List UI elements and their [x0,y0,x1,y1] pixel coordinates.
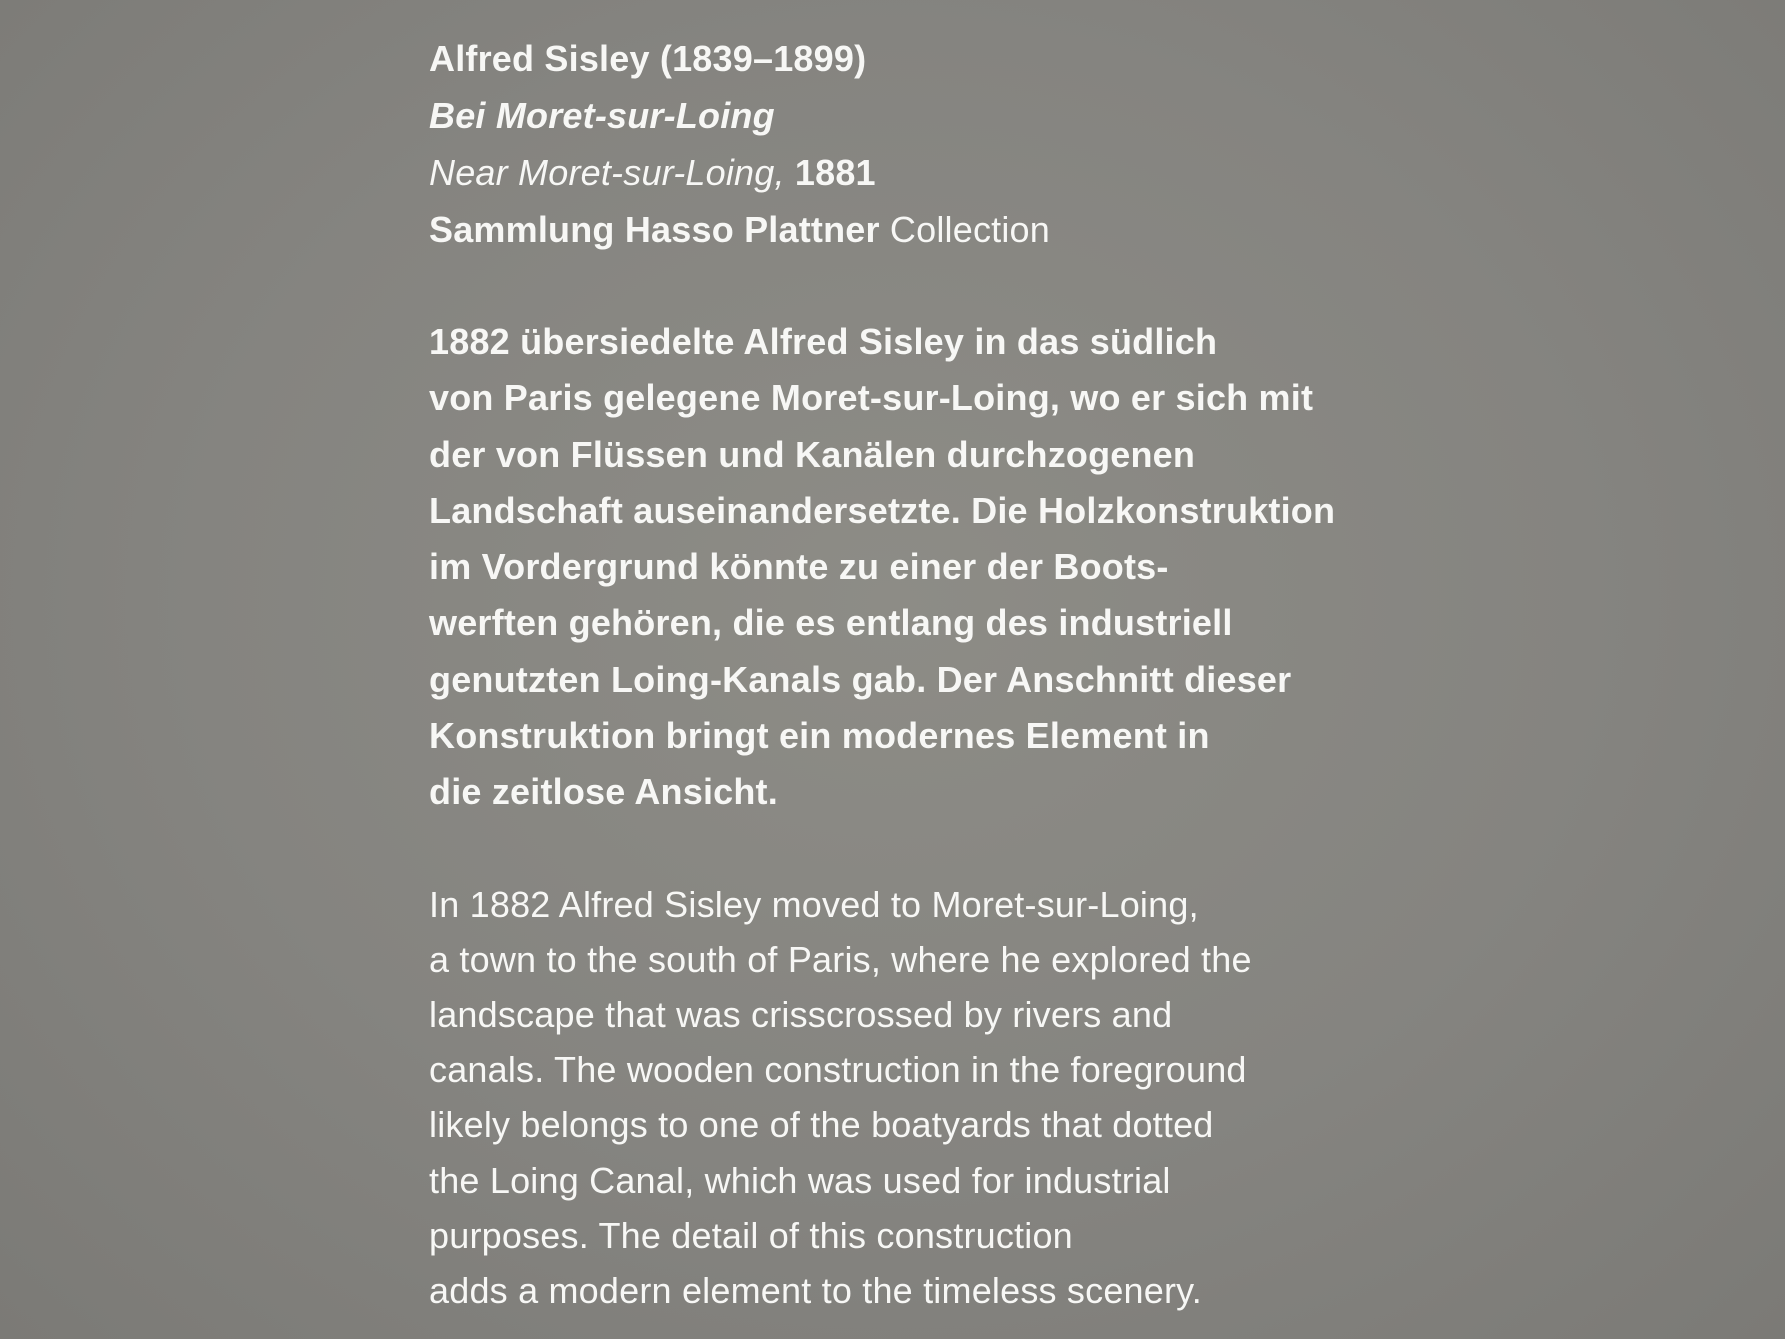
artwork-year: 1881 [794,152,876,193]
description-en-line: In 1882 Alfred Sisley moved to Moret-sur-Loing, [429,883,1199,925]
description-en-line: adds a modern element to the timeless scenery. [429,1270,1202,1312]
artwork-title-en: Near Moret-sur-Loing, [429,152,785,193]
description-de-line: Landschaft auseinandersetzte. Die Holzkonstruktion [429,489,1336,531]
description-de-line: im Vordergrund könnte zu einer der Boots- [429,546,1169,588]
description-de-line: die zeitlose Ansicht. [429,771,778,813]
artwork-title-en-line [429,144,1409,201]
description-english [429,877,1409,1319]
artist-name: Alfred Sisley (1839–1899) [429,38,867,79]
description-en-line: canals. The wooden construction in the foreground [429,1049,1247,1091]
description-de-line: Konstruktion bringt ein modernes Element in [429,715,1210,757]
description-en-line: the Loing Canal, which was used for industrial [429,1159,1171,1201]
description-en-line: purposes. The detail of this construction [429,1214,1073,1256]
description-de-line: werften gehören, die es entlang des industriell [429,602,1233,644]
description-en-line: a town to the south of Paris, where he explored the [429,938,1252,980]
collection-name-de: Sammlung Hasso Plattner [429,209,880,250]
artwork-title-de: Bei Moret-sur-Loing [429,95,775,136]
collection-line [429,201,1409,258]
description-en-line: likely belongs to one of the boatyards that dotted [429,1104,1214,1146]
description-de-line: 1882 übersiedelte Alfred Sisley in das südlich [429,321,1218,362]
description-de-line: genutzten Loing-Kanals gab. Der Anschnitt dieser [429,658,1292,700]
artwork-header [429,30,1409,258]
description-de-line: der von Flüssen und Kanälen durchzogenen [429,433,1196,475]
description-de-line: von Paris gelegene Moret-sur-Loing, wo er sich mit [429,377,1314,419]
collection-name-en: Collection [889,209,1051,250]
description-german [429,314,1409,821]
description-en-line: landscape that was crisscrossed by rivers and [429,994,1173,1036]
museum-wall-label [429,30,1409,1318]
